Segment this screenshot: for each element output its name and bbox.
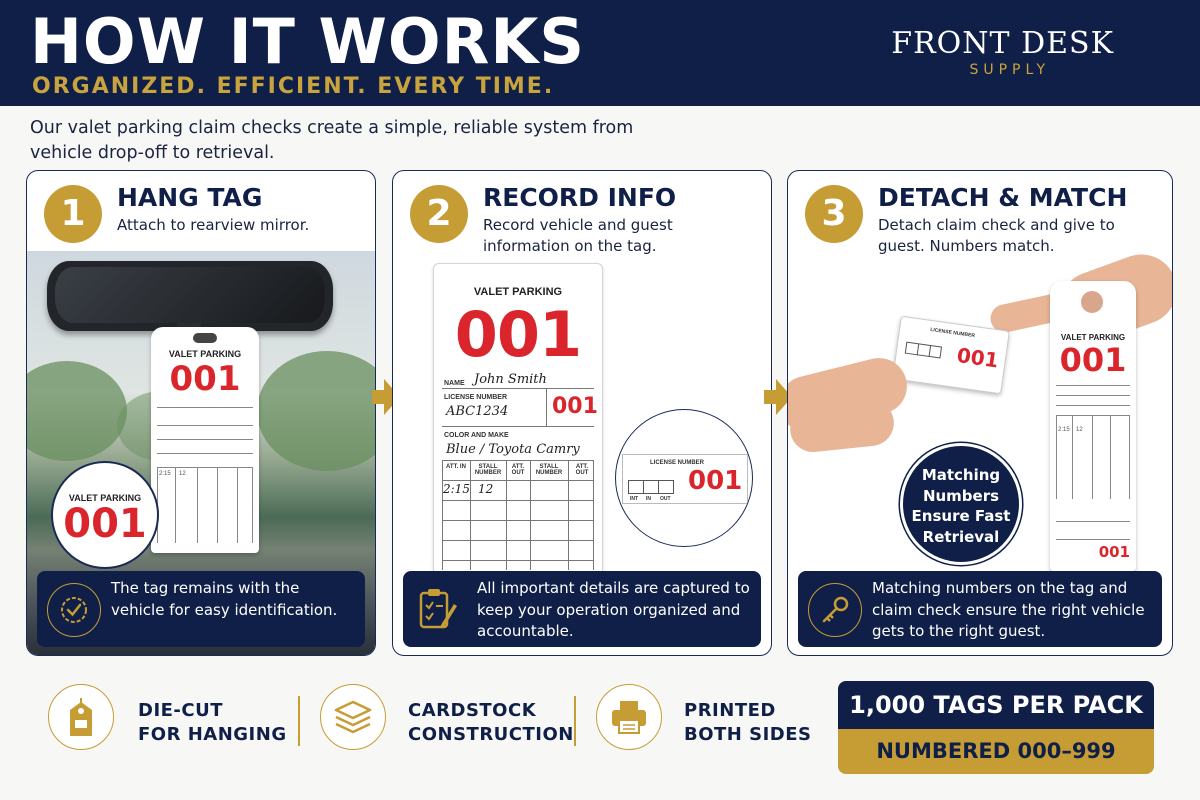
rearview-mirror (47, 261, 333, 331)
step-3-number: 3 (805, 185, 863, 243)
header-banner (0, 0, 1200, 106)
step-3-panel (787, 170, 1173, 656)
step-2-panel (392, 170, 772, 656)
step-1-description: Attach to rearview mirror. (117, 216, 310, 234)
step-1-info-box (37, 571, 365, 647)
feature-die-cut (138, 699, 287, 747)
feature-cardstock (408, 699, 574, 747)
step-2-title: RECORD INFO (483, 183, 677, 212)
stall-header: STALL NUMBER (474, 464, 502, 476)
license-label: LICENSE NUMBER (444, 394, 508, 401)
feature-1-line2: FOR HANGING (138, 724, 287, 745)
feature-divider (574, 696, 576, 746)
intro-text: Our valet parking claim checks create a simple, reliable system from vehicle drop-off to retrieval. (30, 118, 634, 163)
step-3-description: Detach claim check and give to guest. Numbers match. (878, 216, 1115, 255)
arrow-stem (764, 390, 776, 404)
feature-printed (684, 699, 812, 747)
license-side-number: 001 (552, 394, 598, 419)
step-2-description: Record vehicle and guest information on the tag. (483, 216, 673, 255)
form-tag-number: 001 (454, 298, 582, 371)
att-out-header: ATT. OUT (511, 464, 525, 476)
hang-tag-icon (48, 684, 114, 750)
feature-1-line1: DIE-CUT (138, 700, 224, 721)
brand-logo-name: FRONT DESK (891, 26, 1114, 61)
step-1-number: 1 (44, 185, 102, 243)
license-value: ABC1234 (446, 404, 509, 419)
badge-tag-number: 001 (63, 501, 147, 547)
hang-tag-detached (1050, 281, 1136, 571)
step-1-info-text: The tag remains with the vehicle for easy identification. (111, 579, 338, 619)
feature-2-line1: CARDSTOCK (408, 700, 537, 721)
tag-time: 2:15 (159, 471, 171, 477)
matching-numbers-badge: Matching Numbers Ensure Fast Retrieval (900, 443, 1022, 565)
page-title: HOW IT WORKS (30, 5, 586, 78)
detached-stall: 12 (1076, 427, 1083, 433)
claim-check-card (892, 316, 1010, 395)
layers-icon (320, 684, 386, 750)
stall-value: 12 (478, 482, 494, 496)
claim-number: 001 (955, 342, 1001, 373)
zoom-int: INT (630, 496, 639, 502)
key-icon (808, 583, 862, 637)
att-in-header: ATT. IN (446, 464, 466, 470)
tree-blur (26, 361, 127, 461)
hang-tag-on-mirror (151, 327, 259, 553)
clipboard-pen-icon (411, 583, 465, 637)
stall-header-2: STALL NUMBER (535, 464, 563, 476)
tree-blur (257, 351, 376, 471)
color-make-label: COLOR AND MAKE (444, 432, 509, 439)
pack-count: 1,000 TAGS PER PACK (838, 681, 1154, 729)
step-2-info-box (403, 571, 761, 647)
step-2-number: 2 (410, 185, 468, 243)
tag-number: 001 (169, 359, 241, 399)
badge-tag-label: VALET PARKING (68, 493, 142, 503)
arrow-stem (372, 390, 384, 404)
step-2-info-text: All important details are captured to keep your operation organized and accountable. (477, 579, 750, 640)
claim-check-zoom (615, 409, 753, 547)
feature-3-line1: PRINTED (684, 700, 776, 721)
zoom-out: OUT (660, 496, 671, 502)
zoom-license-label: LICENSE NUMBER (650, 460, 705, 466)
att-out-header-2: ATT. OUT (575, 464, 589, 476)
printer-icon (596, 684, 662, 750)
tag-stall: 12 (179, 471, 186, 477)
zoom-in: IN (646, 496, 651, 502)
step-3-info-text: Matching numbers on the tag and claim check ensure the right vehicle gets to the right guest. (872, 579, 1145, 640)
detached-stub-number: 001 (1098, 543, 1130, 561)
pack-info-box (838, 681, 1154, 774)
pack-range: NUMBERED 000–999 (838, 729, 1154, 774)
detached-tag-label: VALET PARKING (1060, 333, 1126, 342)
feature-2-line2: CONSTRUCTION (408, 724, 574, 745)
tagline: ORGANIZED. EFFICIENT. EVERY TIME. (32, 74, 555, 99)
brand-logo-sub: SUPPLY (969, 62, 1050, 78)
detached-tag-number: 001 (1059, 341, 1127, 379)
step-3-title: DETACH & MATCH (878, 183, 1128, 212)
claim-license-label: LICENSE NUMBER (929, 326, 976, 340)
name-label: NAME (444, 380, 465, 387)
check-badge-icon (47, 583, 101, 637)
tag-zoom-badge (51, 461, 159, 569)
time-value: 2:15 (443, 482, 470, 496)
step-3-info-box (798, 571, 1162, 647)
feature-divider (298, 696, 300, 746)
step-1-panel (26, 170, 376, 656)
filled-tag (433, 263, 603, 583)
form-tag-label: VALET PARKING (473, 286, 563, 298)
color-make-value: Blue / Toyota Camry (446, 442, 580, 457)
step-1-title: HANG TAG (117, 183, 263, 212)
tag-label: VALET PARKING (168, 349, 242, 359)
name-value: John Smith (474, 372, 547, 387)
zoom-number: 001 (688, 466, 743, 496)
detached-time: 2:15 (1058, 427, 1070, 433)
feature-3-line2: BOTH SIDES (684, 724, 812, 745)
